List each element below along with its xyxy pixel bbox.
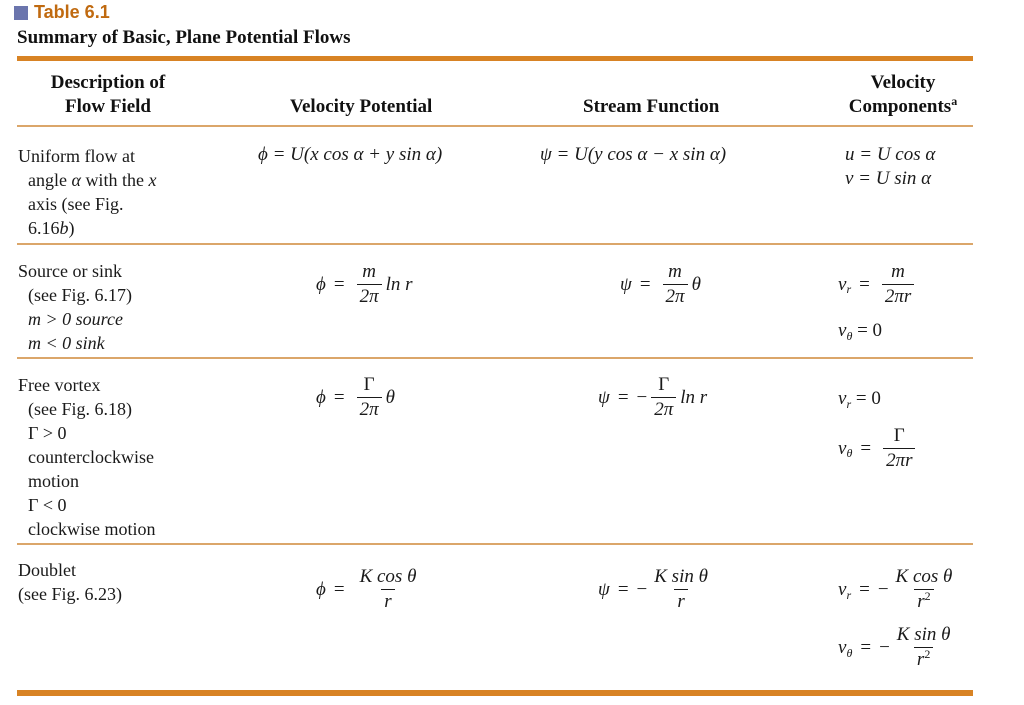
row-source-description: Source or sink (see Fig. 6.17) m > 0 source m < 0 sink — [18, 261, 132, 353]
table-label — [14, 2, 110, 23]
doublet-potential: ϕ = $\frac{\text{K cos θ}}{r}$ — [316, 566, 417, 612]
header-velocity-components: Velocity Components$^a$ — [848, 72, 958, 117]
row-divider — [17, 243, 973, 245]
doublet-vr-component: v r = − $\frac{\text{K cos θ}}{r^2}$ — [838, 566, 953, 612]
table-label-marker — [14, 6, 28, 20]
table-top-rule — [17, 56, 973, 61]
source-potential: ϕ = $\frac{m}{2\pi}$ ln r — [316, 261, 413, 307]
doublet-stream: ψ = − $\frac{\text{K sin θ}}{r}$ — [598, 566, 708, 612]
header-velocity-potential: Velocity Potential — [290, 96, 433, 117]
row-divider — [17, 357, 973, 359]
vortex-potential: ϕ = $\frac{\Gamma}{2\pi}$ θ — [316, 374, 395, 420]
uniform-v-component: v = U sin α — [845, 168, 932, 189]
doublet-vtheta-component: v θ = − $\frac{\text{K sin θ}}{r^2}$ — [838, 624, 951, 670]
uniform-potential: ϕ = U(x cos α + y sin α) — [258, 144, 443, 165]
source-stream: ψ = $\frac{m}{2\pi}$ θ — [620, 261, 701, 307]
vortex-stream: ψ = − $\frac{\Gamma}{2\pi}$ ln r — [598, 374, 708, 420]
header-description: Description of Flow Field — [50, 72, 166, 117]
uniform-stream: ψ = U(y cos α − x sin α) — [540, 144, 727, 165]
header-stream-function: Stream Function — [583, 96, 720, 117]
vortex-vtheta-component: v θ = $\frac{\Gamma}{2\pi r}$ — [838, 426, 919, 471]
uniform-u-component: u = U cos α — [845, 144, 936, 165]
source-vtheta-component: v θ = 0 — [838, 320, 883, 343]
row-uniform-description: Uniform flow at angle α with the x axis (see Fig. 6.16b) — [18, 146, 157, 238]
table-caption: Summary of Basic, Plane Potential Flows — [17, 27, 351, 48]
table-bottom-rule — [17, 690, 973, 696]
header-rule — [17, 125, 973, 127]
row-vortex-description: Free vortex (see Fig. 6.18) Γ > 0 counterclockwise motion Γ < 0 clockwise motion — [18, 375, 156, 539]
footnote-marker: a — [951, 94, 958, 108]
row-doublet-description: Doublet (see Fig. 6.23) — [18, 560, 122, 604]
table-number: Table 6.1 — [34, 2, 110, 22]
row-divider — [17, 543, 973, 545]
vortex-vr-component: v r = 0 — [838, 388, 881, 411]
source-vr-component: v r = $\frac{m}{2\pi r}$ — [838, 262, 918, 307]
